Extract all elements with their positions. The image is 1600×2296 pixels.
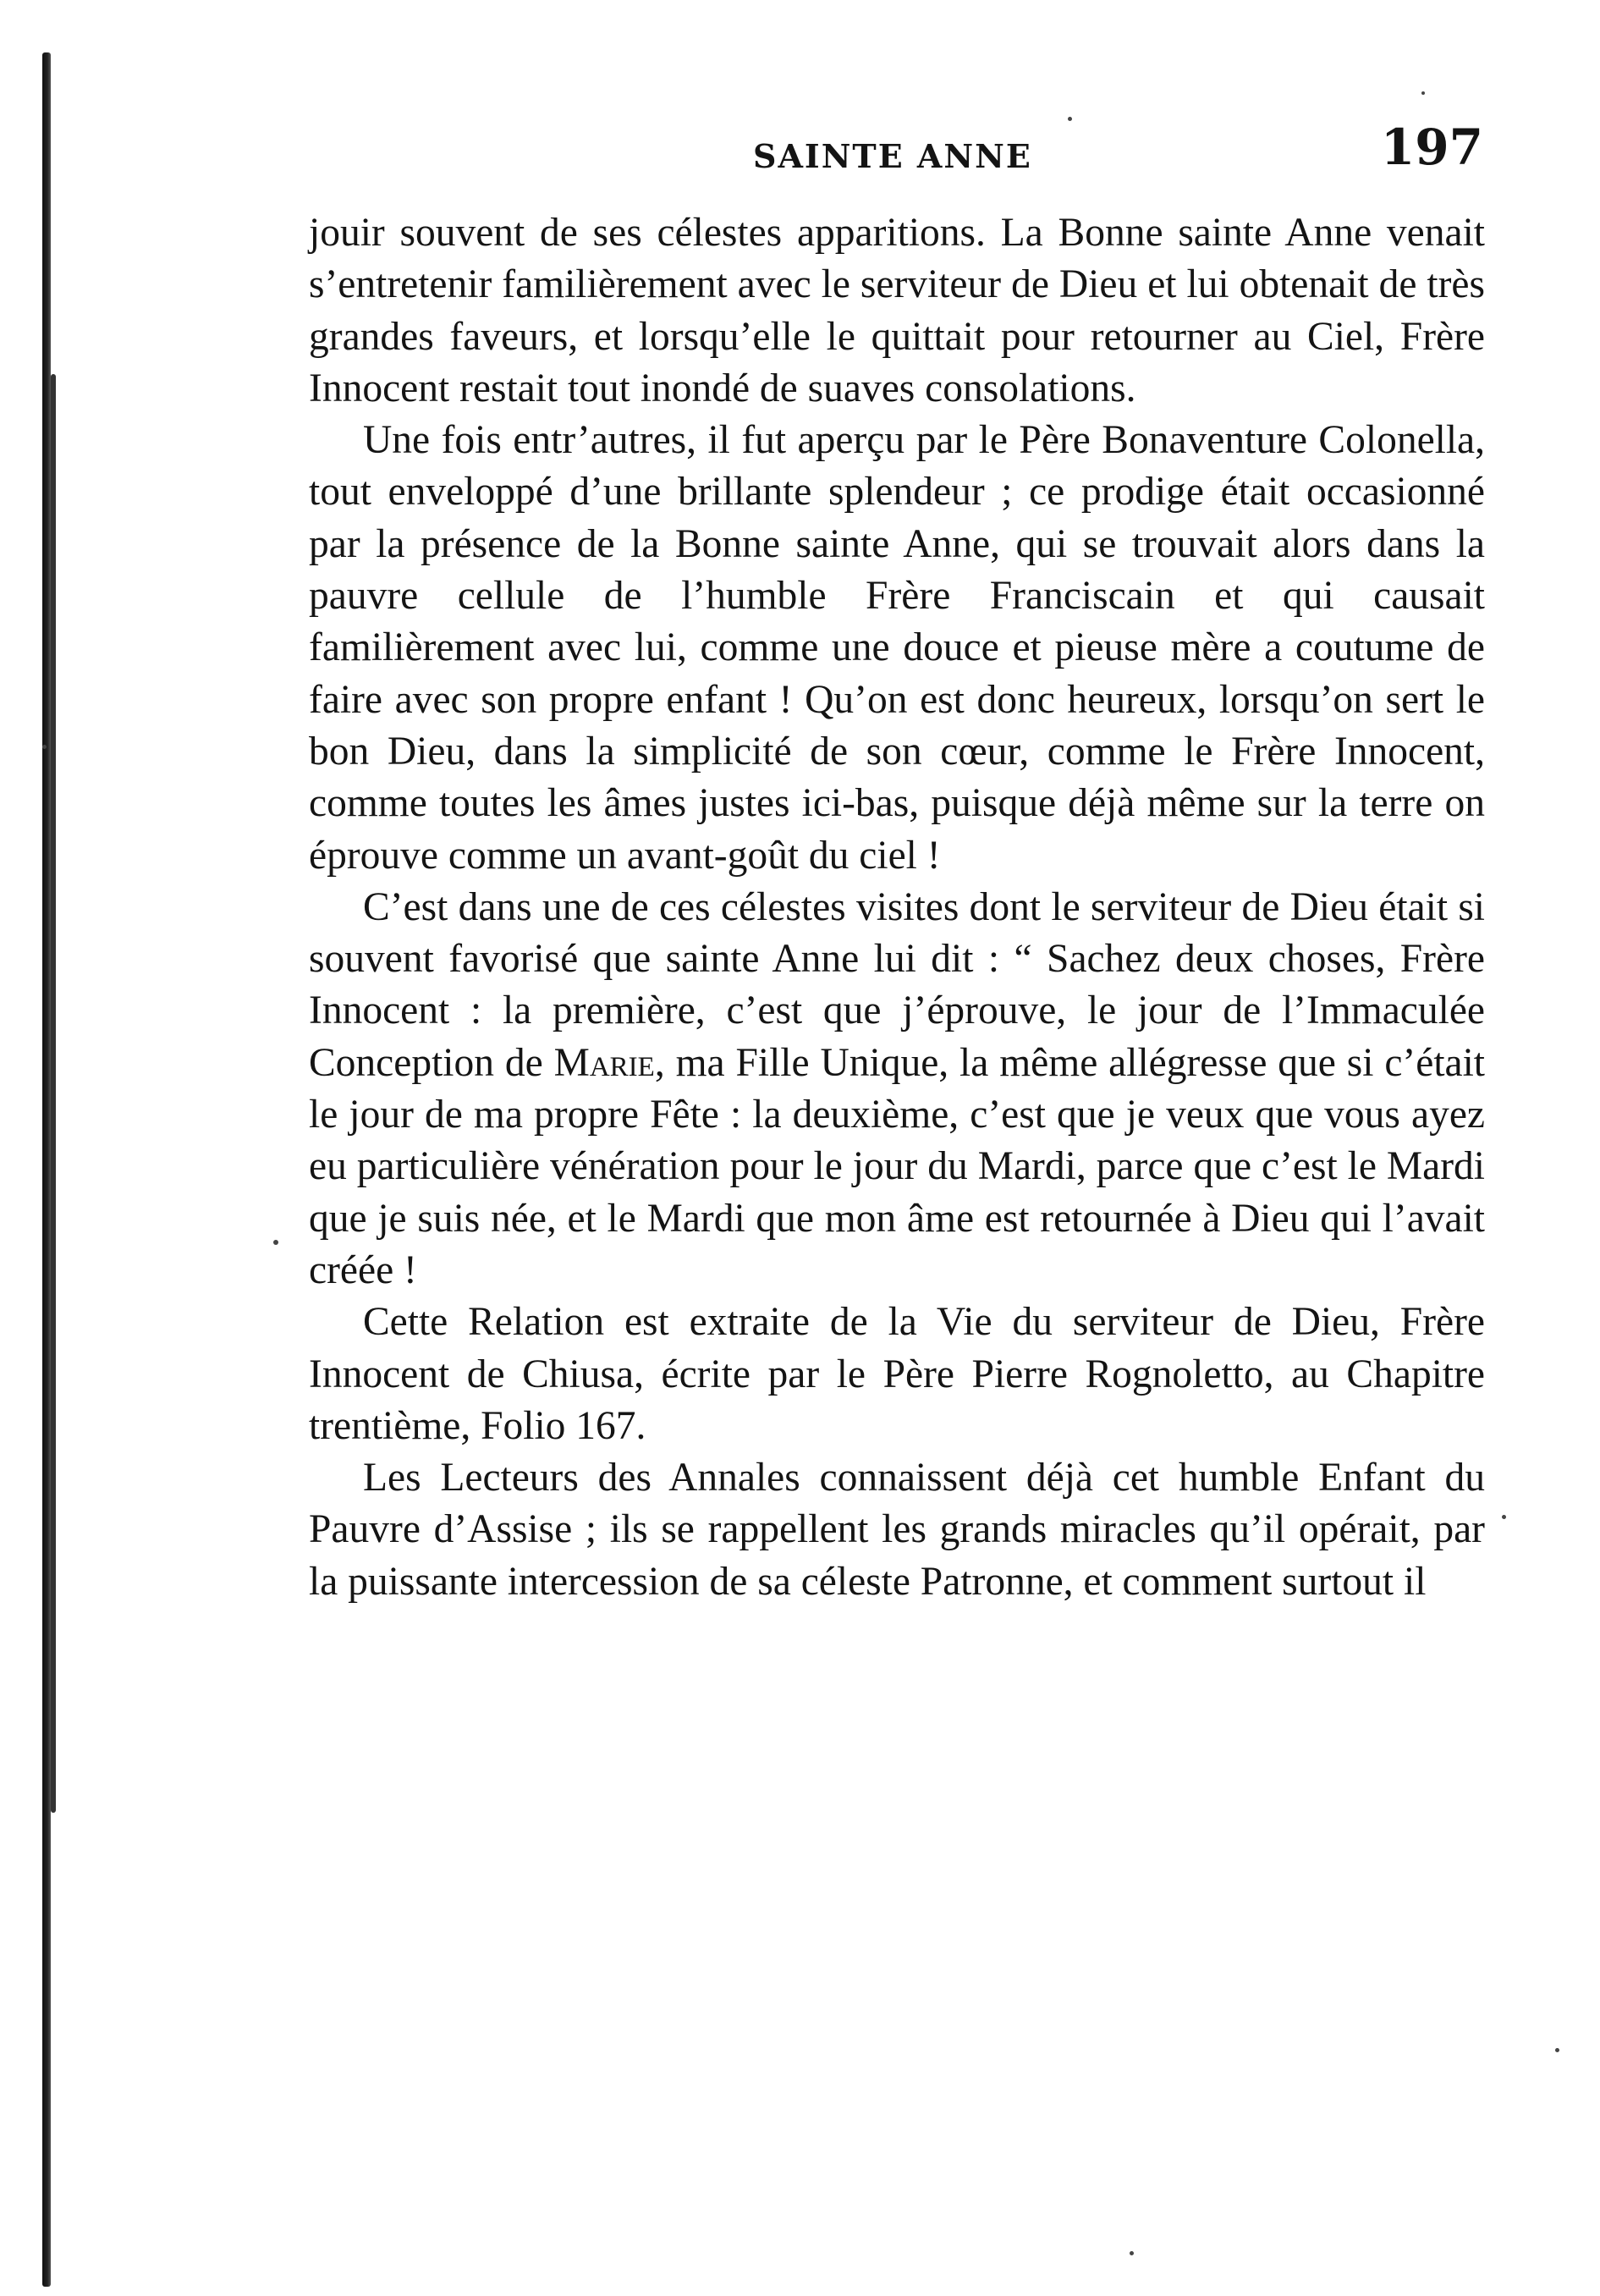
page-number: 197 [1380, 118, 1483, 176]
scan-speck [1555, 2048, 1559, 2052]
name-marie: Marie [553, 1040, 655, 1085]
body-text [309, 207, 1485, 1608]
paragraph-5: Les Lecteurs des Annales connaissent déjà cet humble Enfant du Pauvre d’Assise ; ils se rappellent les grands miracles qu’il opérait, par la puissante intercession de sa céleste Patronne, et comment surtout il [309, 1456, 1485, 1604]
page-header [309, 118, 1485, 195]
page-binding-edge [42, 52, 51, 2287]
scan-speck [273, 1240, 278, 1245]
scan-speck [1130, 2251, 1134, 2255]
paragraph-1: jouir souvent de ses célestes apparitions. La Bonne sainte Anne venait s’entretenir familièrement avec le serviteur de Dieu et lui obtenait de très grandes faveurs, et lorsqu’elle le quittait pour retourner au Ciel, Frère Innocent restait tout inondé de suaves consolations. [309, 211, 1485, 410]
scan-speck [42, 745, 47, 749]
paragraph-3-part-1: C’est dans une de ces célestes visites dont le serviteur de Dieu était si souvent favorisé que sainte Anne lui dit : “ Sachez deux choses, Frère Innocent : la première, c’est que j’éprouve, le jour de l’Immaculée Conception de [309, 884, 1485, 1085]
paragraph-3-part-2: , ma Fille Unique, la même allégresse que si c’était le jour de ma propre Fête : la deuxième, c’est que je veux que vous ayez eu particulière vénération pour le jour du Mardi, parce que c’est le Mardi que je suis née, et le Mardi que mon âme est retournée à Dieu qui l’avait créée ! [309, 1040, 1485, 1292]
scan-speck [1502, 1515, 1506, 1519]
scan-speck [1068, 117, 1072, 121]
paragraph-4: Cette Relation est extraite de la Vie du serviteur de Dieu, Frère Innocent de Chiusa, écrite par le Père Pierre Rognoletto, au Chapitre trentième, Folio 167. [309, 1300, 1485, 1448]
paragraph-3 [309, 882, 1485, 1297]
running-title: SAINTE ANNE [753, 137, 1032, 175]
paragraph-2: Une fois entr’autres, il fut aperçu par le Père Bonaventure Colonella, tout enveloppé d’une brillante splendeur ; ce prodige était occasionné par la présence de la Bonne sainte Anne, qui se trouvait alors dans la pauvre cellule de l’humble Frère Franciscain et qui causait familièrement avec lui, comme une douce et pieuse mère a coutume de faire avec son propre enfant ! Qu’on est donc heureux, lorsqu’on sert le bon Dieu, dans la simplicité de son cœur, comme le Frère Innocent, comme toutes les âmes justes ici-bas, puisque déjà même sur la terre on éprouve comme un avant-goût du ciel ! [309, 418, 1485, 878]
scan-speck [1421, 91, 1425, 95]
